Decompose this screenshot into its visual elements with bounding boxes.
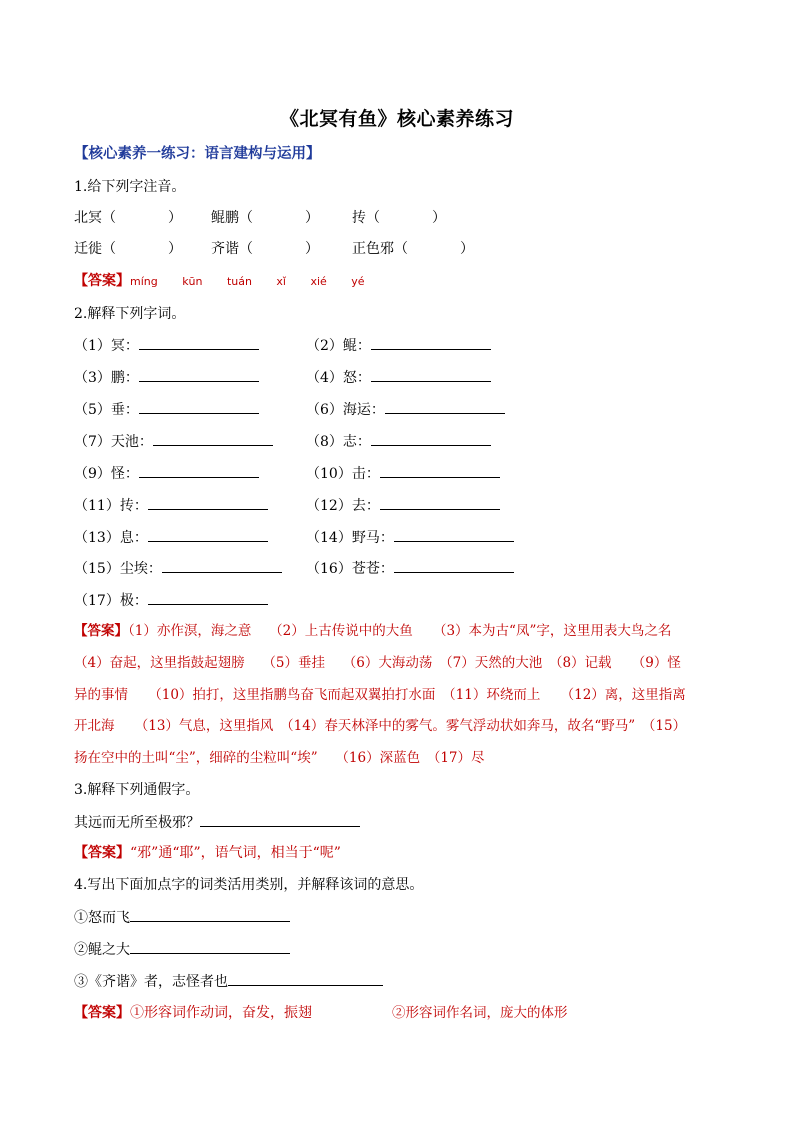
q2-item-8: （8）志： — [306, 431, 491, 452]
q4-item-1: ①怒而飞 — [74, 907, 290, 928]
q2-item-1: （1）冥： — [74, 335, 259, 356]
answer-blank[interactable] — [148, 495, 268, 510]
answer-blank[interactable] — [162, 558, 282, 573]
answer-blank[interactable] — [153, 431, 273, 446]
answer-blank[interactable] — [371, 431, 491, 446]
q4-item-3: ③《齐谐》者，志怪者也 — [74, 971, 383, 992]
q2-item-11: （11）抟： — [74, 495, 268, 516]
q2-item-6: （6）海运： — [306, 399, 505, 420]
answer-blank[interactable] — [148, 527, 268, 542]
pinyin-6: yé — [351, 275, 365, 288]
q2-item-7: （7）天池： — [74, 431, 273, 452]
pinyin-2: kūn — [182, 275, 203, 288]
q2-item-9: （9）怪： — [74, 463, 259, 484]
answer-blank[interactable] — [200, 812, 360, 827]
pinyin-3: tuán — [226, 275, 252, 288]
q1-item-qixie: 齐谐（ ） — [211, 241, 319, 257]
section-heading: 【核心素养一练习：语言建构与运用】 — [74, 145, 321, 162]
answer-blank[interactable] — [385, 399, 505, 414]
q1-item-beiming: 北冥（ ） — [74, 210, 182, 226]
question-4-prompt: 4.写出下面加点字的词类活用类别，并解释该词的意思。 — [74, 877, 424, 893]
q4-answer-2: ②形容词作名词，庞大的体形 — [392, 1005, 568, 1021]
q3-sentence: 其远而无所至极邪？ — [74, 812, 360, 833]
q2-item-17: （17）极： — [74, 590, 268, 611]
q2-item-14: （14）野马： — [306, 527, 514, 548]
q2-answer-line-4: 开北海 （13）气息，这里指风 （14）春天林泽中的雾气。雾气浮动状如奔马，故名“野马” （15） — [74, 718, 687, 734]
q3-answer: 【答案】“邪”通“耶”，语气词，相当于“呢” — [74, 845, 341, 861]
q2-item-12: （12）去： — [306, 495, 500, 516]
q2-answer-line-5: 扬在空中的土叫“尘”，细碎的尘粒叫“埃” （16）深蓝色 （17）尽 — [74, 750, 485, 766]
answer-blank[interactable] — [394, 527, 514, 542]
q2-answer-line-3: 异的事情 （10）拍打，这里指鹏鸟奋飞而起双翼拍打水面 （11）环绕而上 （12）离，这里指离 — [74, 687, 686, 703]
answer-label: 【答案】 — [74, 273, 130, 289]
pinyin-4: xǐ — [276, 275, 286, 288]
q2-item-4: （4）怒： — [306, 367, 491, 388]
q1-item-tuan: 抟（ ） — [352, 210, 446, 226]
q2-item-16: （16）苍苍： — [306, 558, 514, 579]
pinyin-5: xié — [310, 275, 327, 288]
answer-blank[interactable] — [148, 590, 268, 605]
question-3-prompt: 3.解释下列通假字。 — [74, 782, 200, 798]
answer-blank[interactable] — [371, 367, 491, 382]
answer-blank[interactable] — [371, 335, 491, 350]
answer-blank[interactable] — [130, 907, 290, 922]
q2-item-10: （10）击： — [306, 463, 500, 484]
answer-blank[interactable] — [380, 495, 500, 510]
q1-item-qianxi: 迁徙（ ） — [74, 241, 182, 257]
answer-blank[interactable] — [130, 939, 290, 954]
q1-item-zhengseye: 正色邪（ ） — [352, 241, 474, 257]
q2-item-13: （13）息： — [74, 527, 268, 548]
answer-blank[interactable] — [139, 463, 259, 478]
page-title: 《北冥有鱼》核心素养练习 — [279, 108, 514, 130]
q2-answer-line-2: （4）奋起，这里指鼓起翅膀 （5）垂挂 （6）大海动荡 （7）天然的大池 （8）记载 （9）怪 — [74, 655, 681, 671]
question-2-prompt: 2.解释下列字词。 — [74, 306, 186, 322]
q1-answer — [74, 271, 365, 292]
q1-item-kunpeng: 鲲鹏（ ） — [211, 210, 319, 226]
answer-blank[interactable] — [394, 558, 514, 573]
pinyin-1: míng — [130, 275, 158, 288]
q2-item-3: （3）鹏： — [74, 367, 259, 388]
q2-answer-line-1: 【答案】（1）亦作溟，海之意 （2）上古传说中的大鱼 （3）本为古“凤”字，这里用表大鸟之名 — [74, 623, 672, 639]
q2-item-2: （2）鲲： — [306, 335, 491, 356]
answer-blank[interactable] — [139, 399, 259, 414]
answer-blank[interactable] — [139, 367, 259, 382]
answer-blank[interactable] — [380, 463, 500, 478]
q4-answer: 【答案】①形容词作动词，奋发，振翅 — [74, 1005, 312, 1021]
answer-blank[interactable] — [228, 971, 383, 986]
question-1-prompt: 1.给下列字注音。 — [74, 179, 186, 195]
q2-item-15: （15）尘埃： — [74, 558, 282, 579]
answer-blank[interactable] — [139, 335, 259, 350]
q2-item-5: （5）垂： — [74, 399, 259, 420]
q4-item-2: ②鲲之大 — [74, 939, 290, 960]
